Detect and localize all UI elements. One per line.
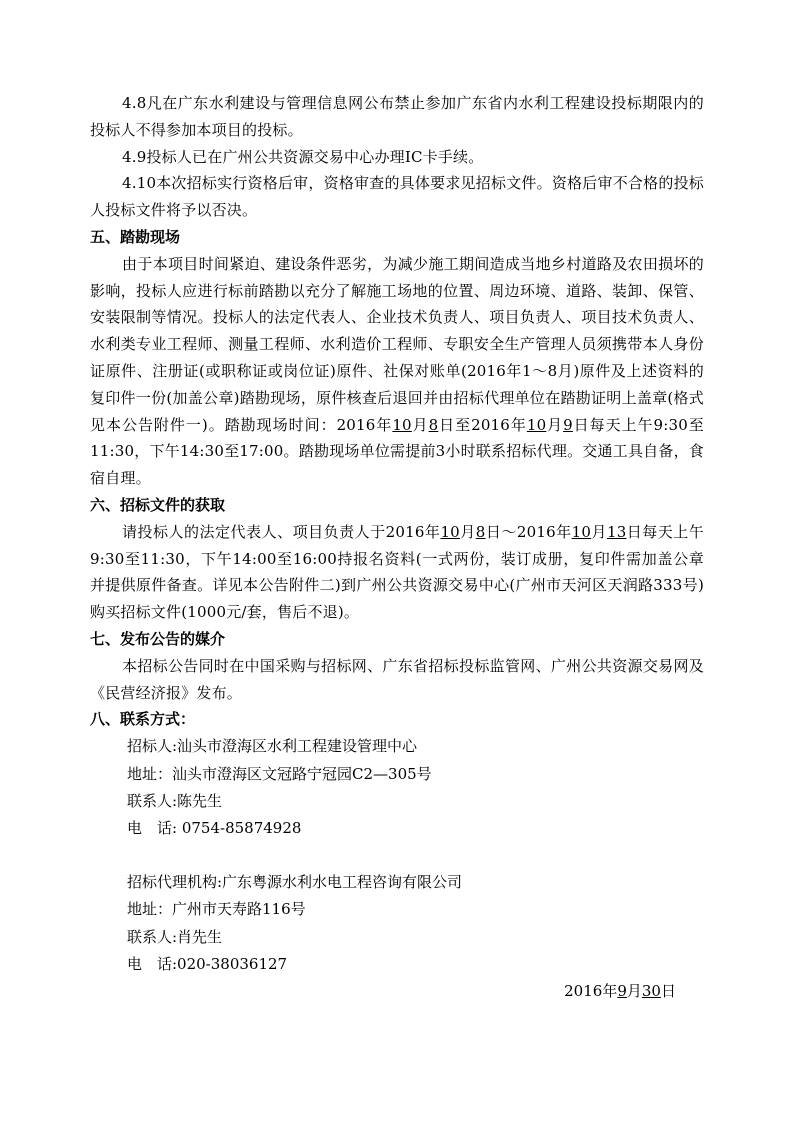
- tenderer-contact: 联系人:陈先生: [127, 791, 223, 810]
- text-span: 月: [459, 522, 476, 541]
- signing-date: [90, 978, 704, 1005]
- clause-4-8: 4.8凡在广东水利建设与管理信息网公布禁止参加广东省内水利工程建设投标期限内的投标人不得参加本项目的投标。: [90, 94, 704, 139]
- agent-name: 招标代理机构:广东粤源水利水电工程咨询有限公司: [127, 872, 463, 891]
- filled-month: 10: [440, 522, 460, 541]
- filled-day: 8: [475, 522, 486, 541]
- section-5-heading: 五、踏勘现场: [90, 227, 181, 246]
- text-span: 日～2016年: [485, 522, 572, 541]
- text-span: 月: [626, 982, 642, 1001]
- text-span: 月: [591, 522, 607, 541]
- date-year: 2016年: [564, 982, 618, 1001]
- filled-day: 8: [428, 415, 439, 434]
- spacer: [90, 843, 704, 869]
- text-span: 日每天上午9:30至11:30，下午14:00至16:00持报名资料(一式两份，装订成册，复印件需加盖公章并提供原件备查。详见本公告附件二)到广州公共资源交易中心(广州市天河区天润路333号)购买招标文件(1000元/套，售后不退)。: [90, 522, 705, 622]
- agent-phone: 电 话:020-38036127: [127, 954, 288, 973]
- section-6-body: [90, 519, 704, 626]
- text-span: 月: [411, 415, 429, 434]
- section-6-heading: 六、招标文件的获取: [90, 495, 226, 514]
- agent-address: 地址：广州市天寿路116号: [127, 900, 306, 919]
- tenderer-phone: 电 话: 0754-85874928: [127, 819, 302, 838]
- section-7-body: 本招标公告同时在中国采购与招标网、广东省招标投标监管网、广州公共资源交易网及《民营经济报》发布。: [90, 656, 704, 702]
- document-page: [90, 90, 704, 1005]
- text-span: 日: [660, 982, 676, 1001]
- tenderer-name: 招标人:汕头市澄海区水利工程建设管理中心: [127, 737, 418, 756]
- section-8-heading: 八、联系方式：: [90, 710, 196, 729]
- filled-month: 10: [392, 415, 412, 434]
- filled-day: 9: [563, 415, 573, 434]
- clause-4-10: 4.10本次招标实行资格后审，资格审查的具体要求见招标文件。资格后审不合格的投标人投标文件将予以否决。: [90, 174, 704, 220]
- filled-month: 10: [571, 522, 592, 541]
- section-5-body: [90, 251, 704, 492]
- text-span: 请投标人的法定代表人、项目负责人于2016年: [122, 522, 441, 541]
- agent-contact: 联系人:肖先生: [127, 927, 223, 946]
- text-span: 月: [546, 415, 564, 434]
- text-span: 由于本项目时间紧迫、建设条件恶劣，为减少施工期间造成当地乡村道路及农田损坏的影响，投标人应进行标前踏勘以充分了解施工场地的位置、周边环境、道路、装卸、保管、安装限制等情况。投标人的法定代表人、企业技术负责人、项目负责人、项目技术负责人、水利类专业工程师、测量工程师、水利造价工程师、专职安全生产管理人员须携带本人身份证原件、注册证(或职称证或岗位证)原件、社保对账单(2016年1～8月)原件及上述资料的复印件一份(加盖公章)踏勘现场，原件核查后退回并由招标代理单位在踏勘证明上盖章(格式见本公告附件一)。踏勘现场时间：2016年: [90, 254, 704, 434]
- text-span: 日至2016年: [438, 415, 527, 434]
- clause-4-9: 4.9投标人已在广州公共资源交易中心办理IC卡手续。: [122, 147, 484, 166]
- date-month: 9: [617, 982, 627, 1001]
- filled-day: 13: [606, 522, 627, 541]
- text-span: 日每天上午9:30至11:30，下午14:30至17:00。踏勘现场单位需提前3小时联系招标代理。交通工具自备，食宿自理。: [90, 415, 705, 488]
- section-7-heading: 七、发布公告的媒介: [90, 629, 226, 648]
- tenderer-address: 地址：汕头市澄海区文冠路宁冠园C2—305号: [127, 764, 432, 783]
- filled-month: 10: [526, 415, 547, 434]
- date-day: 30: [641, 982, 661, 1001]
